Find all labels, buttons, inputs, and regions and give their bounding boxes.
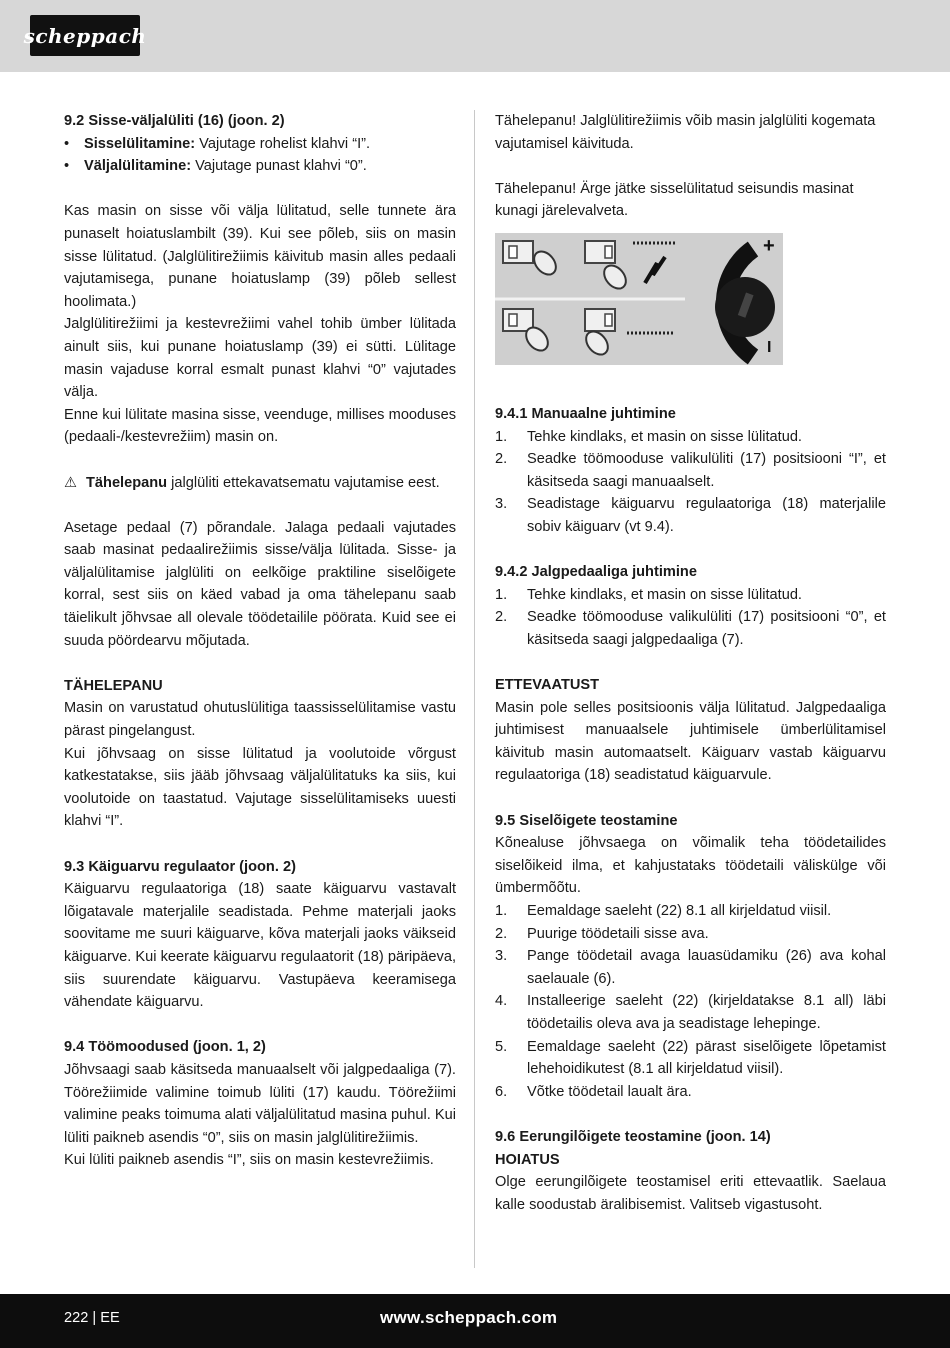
list-item-text: Eemaldage saeleht (22) 8.1 all kirjeldatud viisil. [527,903,832,920]
warning-paragraph [64,472,456,495]
figure-plus-label: + [763,234,775,257]
section-9-2-title: 9.2 Sisse-väljalüliti (16) (joon. 2) [64,113,285,129]
logo-text: scheppach [23,23,147,48]
list-item: 5. Eemaldage saeleht (22) pärast siselõigete lõpetamist lehehoidikutest (8.1 all kirjeldatud viisil). [495,1038,886,1078]
list-item: 3. Seadistage käiguarvu regulaatoriga (18) materjalile sobiv käiguarv (vt 9.4). [495,496,886,535]
switch-bullets [64,133,456,178]
column-divider [474,110,475,1268]
section-9-4-1-title: 9.4.1 Manuaalne juhtimine [495,405,676,422]
pedal-steps [495,584,886,652]
list-item: 3. Pange töödetail avaga lauasüdamiku (26) ava kohal saelauale (6). [495,948,886,987]
paragraph: Masin on varustatud ohutuslülitiga taassisselülitamise vastu pärast pingelangust. [64,700,456,740]
list-item-text: Pange töödetail avaga lauasüdamiku (26) ava kohal saelauale (6). [527,948,886,987]
inner-cut-steps [495,900,886,1103]
list-item-text: Installeerige saeleht (22) (kirjeldatakse 8.1 all) läbi töödetailis oleva ava ja seadistage lehepinge. [527,993,886,1032]
section-9-4-title: 9.4 Töömoodused (joon. 1, 2) [64,1039,266,1056]
section-9-4-2-title: 9.4.2 Jalgpedaaliga juhtimine [495,564,697,581]
right-column [495,110,886,1216]
paragraph: Kui jõhvsaag on sisse lülitatud ja voolutoide võrgust katkestatakse, siis jääb jõhvsaag väljalülitatuks ka siis, kui voolutoide on taastatud. Vajutage sisselülitamiseks uuesti klahvi “I”. [64,745,456,830]
list-item: 1. Eemaldage saeleht (22) 8.1 all kirjeldatud viisil. [495,903,832,920]
section-9-5-title: 9.5 Siselõigete teostamine [495,812,678,829]
section-9-3-title: 9.3 Käiguarvu regulaator (joon. 2) [64,858,296,875]
list-item-text: Puurige töödetaili sisse ava. [527,925,709,942]
warning-icon: ⚠ [64,474,78,491]
list-item: 1. Tehke kindlaks, et masin on sisse lülitatud. [495,428,802,445]
section-9-6-title: 9.6 Eerungilõigete teostamine (joon. 14) [495,1128,771,1145]
list-item-text: Seadke töömooduse valikulüliti (17) positsiooni “0”, et käsitseda saagi jalgpedaaliga (7). [527,609,886,648]
attention-title: TÄHELEPANU [64,677,163,694]
list-item: 2. Puurige töödetaili sisse ava. [495,925,709,942]
list-item: 1. Tehke kindlaks, et masin on sisse lülitatud. [495,586,802,603]
manual-steps [495,426,886,539]
paragraph: Jõhvsaagi saab käsitseda manuaalselt või jalgpedaaliga (7). Töörežiimide valimine toimub lüliti (17) kaudu. Töörežiimi valimine peaks toimuma alati väljalülitatud masina puhul. Kui lüliti paikneb asendis “0”, siis on masin jalglülitirežiimis. [64,1061,456,1146]
list-item-text: Võtke töödetail laualt ära. [527,1083,692,1100]
paragraph: Enne kui lülitate masina sisse, veenduge, millises mooduses (pedaali-/kestevrežiim) masin on. [64,406,456,446]
paragraph: Kas masin on sisse või välja lülitatud, selle tunnete ära punaselt hoiatuslambilt (39). Kui see põleb, siis on masin sisse lülitatud. (Jalglülitirežiimis käivitub masin alles pedaali vajutamisega, punane hoiatuslamp (39) põleb sellest hoolimata.) [64,203,456,310]
bullet-label: Sisselülitamine: [84,135,196,152]
brand-logo [23,15,147,56]
paragraph: Jalglülitirežiimi ja kestevrežiimi vahel tohib ümber lülitada ainult siis, kui punane hoiatuslamp (39) ei sütti. Lülitage masin vajaduse korral esmalt punast klahvi “0” vajutades välja. [64,316,456,401]
bullet-label: Väljalülitamine: [84,158,192,175]
switch-figure-illustration [495,233,783,365]
bullet-switch-off [64,155,456,178]
list-item-text: Tehke kindlaks, et masin on sisse lülitatud. [527,428,802,445]
list-item: 2. Seadke töömooduse valikulüliti (17) positsiooni “0”, et käsitseda saagi jalgpedaaliga (7). [495,609,886,648]
warning-label: Tähelepanu [86,474,168,491]
list-item: 2. Seadke töömooduse valikulüliti (17) positsiooni “I”, et käsitseda saagi manuaalselt. [495,451,886,490]
list-item: 6. Võtke töödetail laualt ära. [495,1083,692,1100]
paragraph: Kõnealuse jõhvsaega on võimalik teha töödetailides siselõikeid ilma, et kahjustataks töödetaili väliskülge või ümbermõõtu. [495,835,886,897]
page-number: 222 | EE [64,1310,120,1326]
warning-title: HOIATUS [495,1151,560,1168]
list-item-text: Eemaldage saeleht (22) pärast siselõigete lõpetamist lehehoidikutest (8.1 all kirjeldatud viisil). [527,1038,886,1078]
list-item: 4. Installeerige saeleht (22) (kirjeldatakse 8.1 all) läbi töödetailis oleva ava ja seadistage lehepinge. [495,993,886,1032]
bullet-text: Vajutage punast klahvi “0”. [191,158,367,175]
figure-minus-label: I [767,338,772,356]
bullet-switch-on [64,133,456,156]
website-link[interactable]: www.scheppach.com [380,1308,558,1327]
bullet-text: Vajutage rohelist klahvi “I”. [195,135,371,152]
list-item-text: Seadke töömooduse valikulüliti (17) positsiooni “I”, et käsitseda saagi manuaalselt. [527,451,886,490]
footer-bar [0,1294,950,1348]
paragraph: Kui lüliti paikneb asendis “I”, siis on masin kestevrežiimis. [64,1152,434,1169]
paragraph: Tähelepanu! Jalglülitirežiimis võib masin jalglüliti kogemata vajutamisel käivituda. [495,113,876,152]
caution-title: ETTEVAATUST [495,677,600,694]
paragraph: Tähelepanu! Ärge jätke sisselülitatud seisundis masinat kunagi järelevalveta. [495,180,854,220]
list-item-text: Tehke kindlaks, et masin on sisse lülitatud. [527,586,802,603]
paragraph: Käiguarvu regulaatoriga (18) saate käiguarvu vastavalt lõigatavale materjalile seadistada. Pehme materjali jaoks soovitame me suuri käiguarve, kõva materjali jaoks väikseid käiguarve. Kui keerate käiguarvu regulaatorit (18) päripäeva, siis suurendate käiguarvu. Vastupäeva keeramisega vähendate käiguarvu. [64,881,456,1011]
warning-text: jalglüliti ettekavatsematu vajutamise eest. [167,474,440,491]
paragraph: Masin pole selles positsioonis välja lülitatud. Jalgpedaaliga juhtimisest manuaalsele juhtimisele ümberlülitamisel käivitub masin automaatselt. Käiguarv vastab käiguarvu regulaatoriga (18) seadistatud käiguarvule. [495,699,886,784]
paragraph: Olge eerungilõigete teostamisel eriti ettevaatlik. Saelaua kalle soodustab äralibisemist. Valitseb vigastusoht. [495,1174,886,1213]
left-column [64,110,456,1172]
list-item-text: Seadistage käiguarvu regulaatoriga (18) materjalile sobiv käiguarv (vt 9.4). [527,496,886,535]
header-bar [0,0,950,72]
switch-figure [495,233,783,365]
paragraph: Asetage pedaal (7) põrandale. Jalaga pedaali vajutades saab masinat pedaalirežiimis sisse/välja lülitada. Sisse- ja väljalülitamise jalglüliti on eelkõige praktiline siselõigete korral, sest siis on käed vabad ja oma tähelepanu saab täielikult jõhvsae all olevale töödetailile pöörata. Kuid see ei suuda pöördearvu mõjutada. [64,519,456,649]
